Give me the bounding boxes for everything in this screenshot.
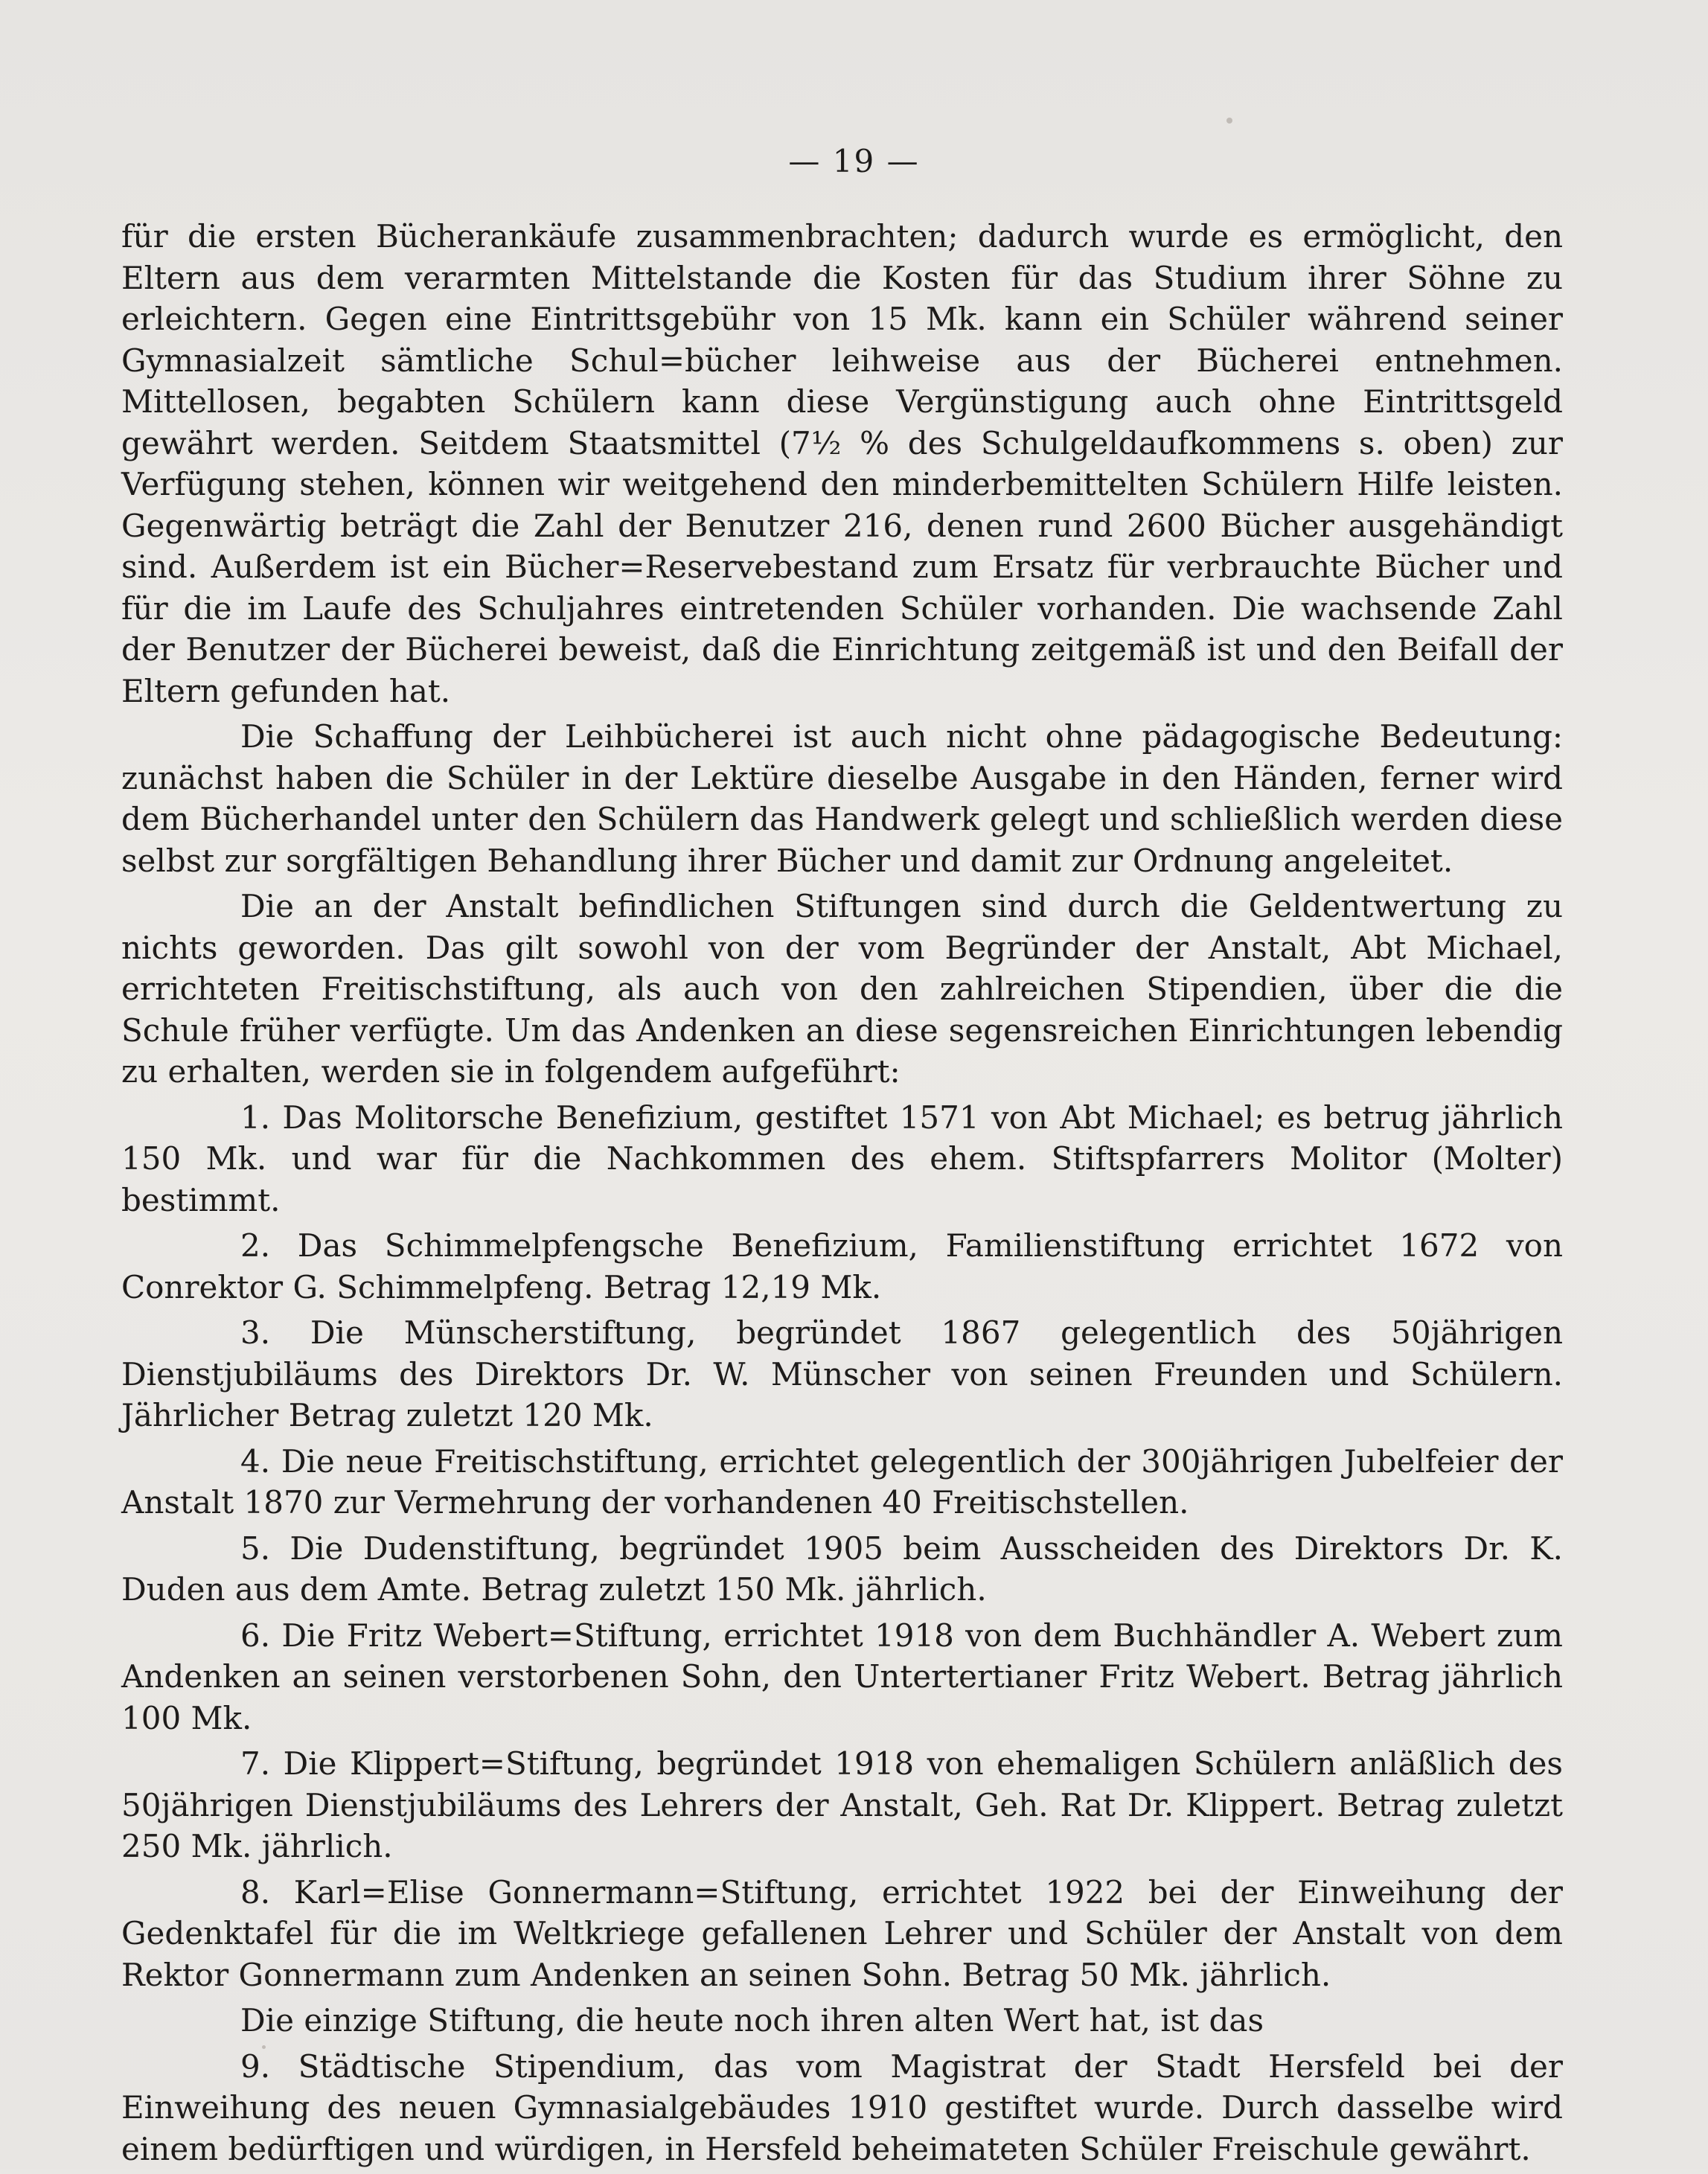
paper-speck — [1226, 118, 1232, 124]
body-text — [121, 216, 1563, 2174]
paragraph-leihbuecherei-continued: für die ersten Bücherankäufe zusammenbrachten; dadurch wurde es ermöglicht, den Eltern aus dem verarmten Mittelstande die Kosten für das Studium ihrer Söhne zu erleichtern. Gegen eine Eintrittsgebühr von 15 Mk. kann ein Schüler während seiner Gymnasialzeit sämtliche Schul=bücher leihweise aus der Bücherei entnehmen. Mittellosen, begabten Schülern kann diese Vergünstigung auch ohne Eintrittsgeld gewährt werden. Seitdem Staatsmittel (7½ % des Schulgeldaufkommens s. oben) zur Verfügung stehen, können wir weitgehend den minderbemittelten Schülern Hilfe leisten. Gegenwärtig beträgt die Zahl der Benutzer 216, denen rund 2600 Bücher ausgehändigt sind. Außerdem ist ein Bücher=Reservebestand zum Ersatz für verbrauchte Bücher und für die im Laufe des Schuljahres eintretenden Schüler vorhanden. Die wachsende Zahl der Benutzer der Bücherei beweist, daß die Einrichtung zeitgemäß ist und den Beifall der Eltern gefunden hat. — [121, 218, 1563, 709]
list-item-schimmelpfengsche-benefizium: 2. Das Schimmelpfengsche Benefizium, Familienstiftung errichtet 1672 von Conrektor G. Schimmelpfeng. Betrag 12,19 Mk. — [121, 1227, 1563, 1305]
list-item-freitischstiftung: 4. Die neue Freitischstiftung, errichtet gelegentlich der 300jährigen Jubelfeier der Anstalt 1870 zur Vermehrung der vorhandenen 40 Freitischstellen. — [121, 1442, 1563, 1521]
list-item-molitorsche-benefizium: 1. Das Molitorsche Benefizium, gestiftet 1571 von Abt Michael; es betrug jährlich 150 Mk. und war für die Nachkommen des ehem. Stiftspfarrers Molitor (Molter) bestimmt. — [121, 1099, 1563, 1218]
paragraph-einzige-stiftung: Die einzige Stiftung, die heute noch ihren alten Wert hat, ist das — [240, 2002, 1264, 2039]
list-item-dudenstiftung: 5. Die Dudenstiftung, begründet 1905 beim Ausscheiden des Direktors Dr. K. Duden aus dem Amte. Betrag zuletzt 150 Mk. jährlich. — [121, 1529, 1563, 1608]
paper-speck — [262, 2045, 266, 2049]
list-item-muenscherstiftung: 3. Die Münscherstiftung, begründet 1867 gelegentlich des 50jährigen Dienstjubiläums des Direktors Dr. W. Münscher von seinen Freunden und Schülern. Jährlicher Betrag zuletzt 120 Mk. — [121, 1314, 1563, 1433]
list-item-gonnermann-stiftung: 8. Karl=Elise Gonnermann=Stiftung, errichtet 1922 bei der Einweihung der Gedenktafel für die im Weltkriege gefallenen Lehrer und Schüler der Anstalt von dem Rektor Gonnermann zum Andenken an seinen Sohn. Betrag 50 Mk. jährlich. — [121, 1873, 1563, 1993]
list-item-klippert-stiftung: 7. Die Klippert=Stiftung, begründet 1918 von ehemaligen Schülern anläßlich des 50jährigen Dienstjubiläums des Lehrers der Anstalt, Geh. Rat Dr. Klippert. Betrag zuletzt 250 Mk. jährlich. — [121, 1745, 1563, 1864]
list-item-webert-stiftung: 6. Die Fritz Webert=Stiftung, errichtet 1918 von dem Buchhändler A. Webert zum Andenken an seinen verstorbenen Sohn, den Untertertianer Fritz Webert. Betrag jährlich 100 Mk. — [121, 1617, 1563, 1736]
page-number: — 19 — — [788, 143, 920, 179]
paragraph-stiftungen-intro: Die an der Anstalt befindlichen Stiftungen sind durch die Geldentwertung zu nichts geworden. Das gilt sowohl von der vom Begründer der Anstalt, Abt Michael, errichteten Freitischstiftung, als auch von den zahlreichen Stipendien, über die die Schule früher verfügte. Um das Andenken an diese segensreichen Einrichtungen lebendig zu erhalten, werden sie in folgendem aufgeführt: — [121, 888, 1563, 1090]
paragraph-paedagogische-bedeutung: Die Schaffung der Leihbücherei ist auch nicht ohne pädagogische Bedeutung: zunächst haben die Schüler in der Lektüre dieselbe Ausgabe in den Händen, ferner wird dem Bücherhandel unter den Schülern das Handwerk gelegt und schließlich werden diese selbst zur sorgfältigen Behandlung ihrer Bücher und damit zur Ordnung angeleitet. — [121, 718, 1563, 879]
list-item-staedtisches-stipendium: 9. Städtische Stipendium, das vom Magistrat der Stadt Hersfeld bei der Einweihung des neuen Gymnasialgebäudes 1910 gestiftet wurde. Durch dasselbe wird einem bedürftigen und würdigen, in Hersfeld beheimateten Schüler Freischule gewährt. — [121, 2047, 1563, 2167]
